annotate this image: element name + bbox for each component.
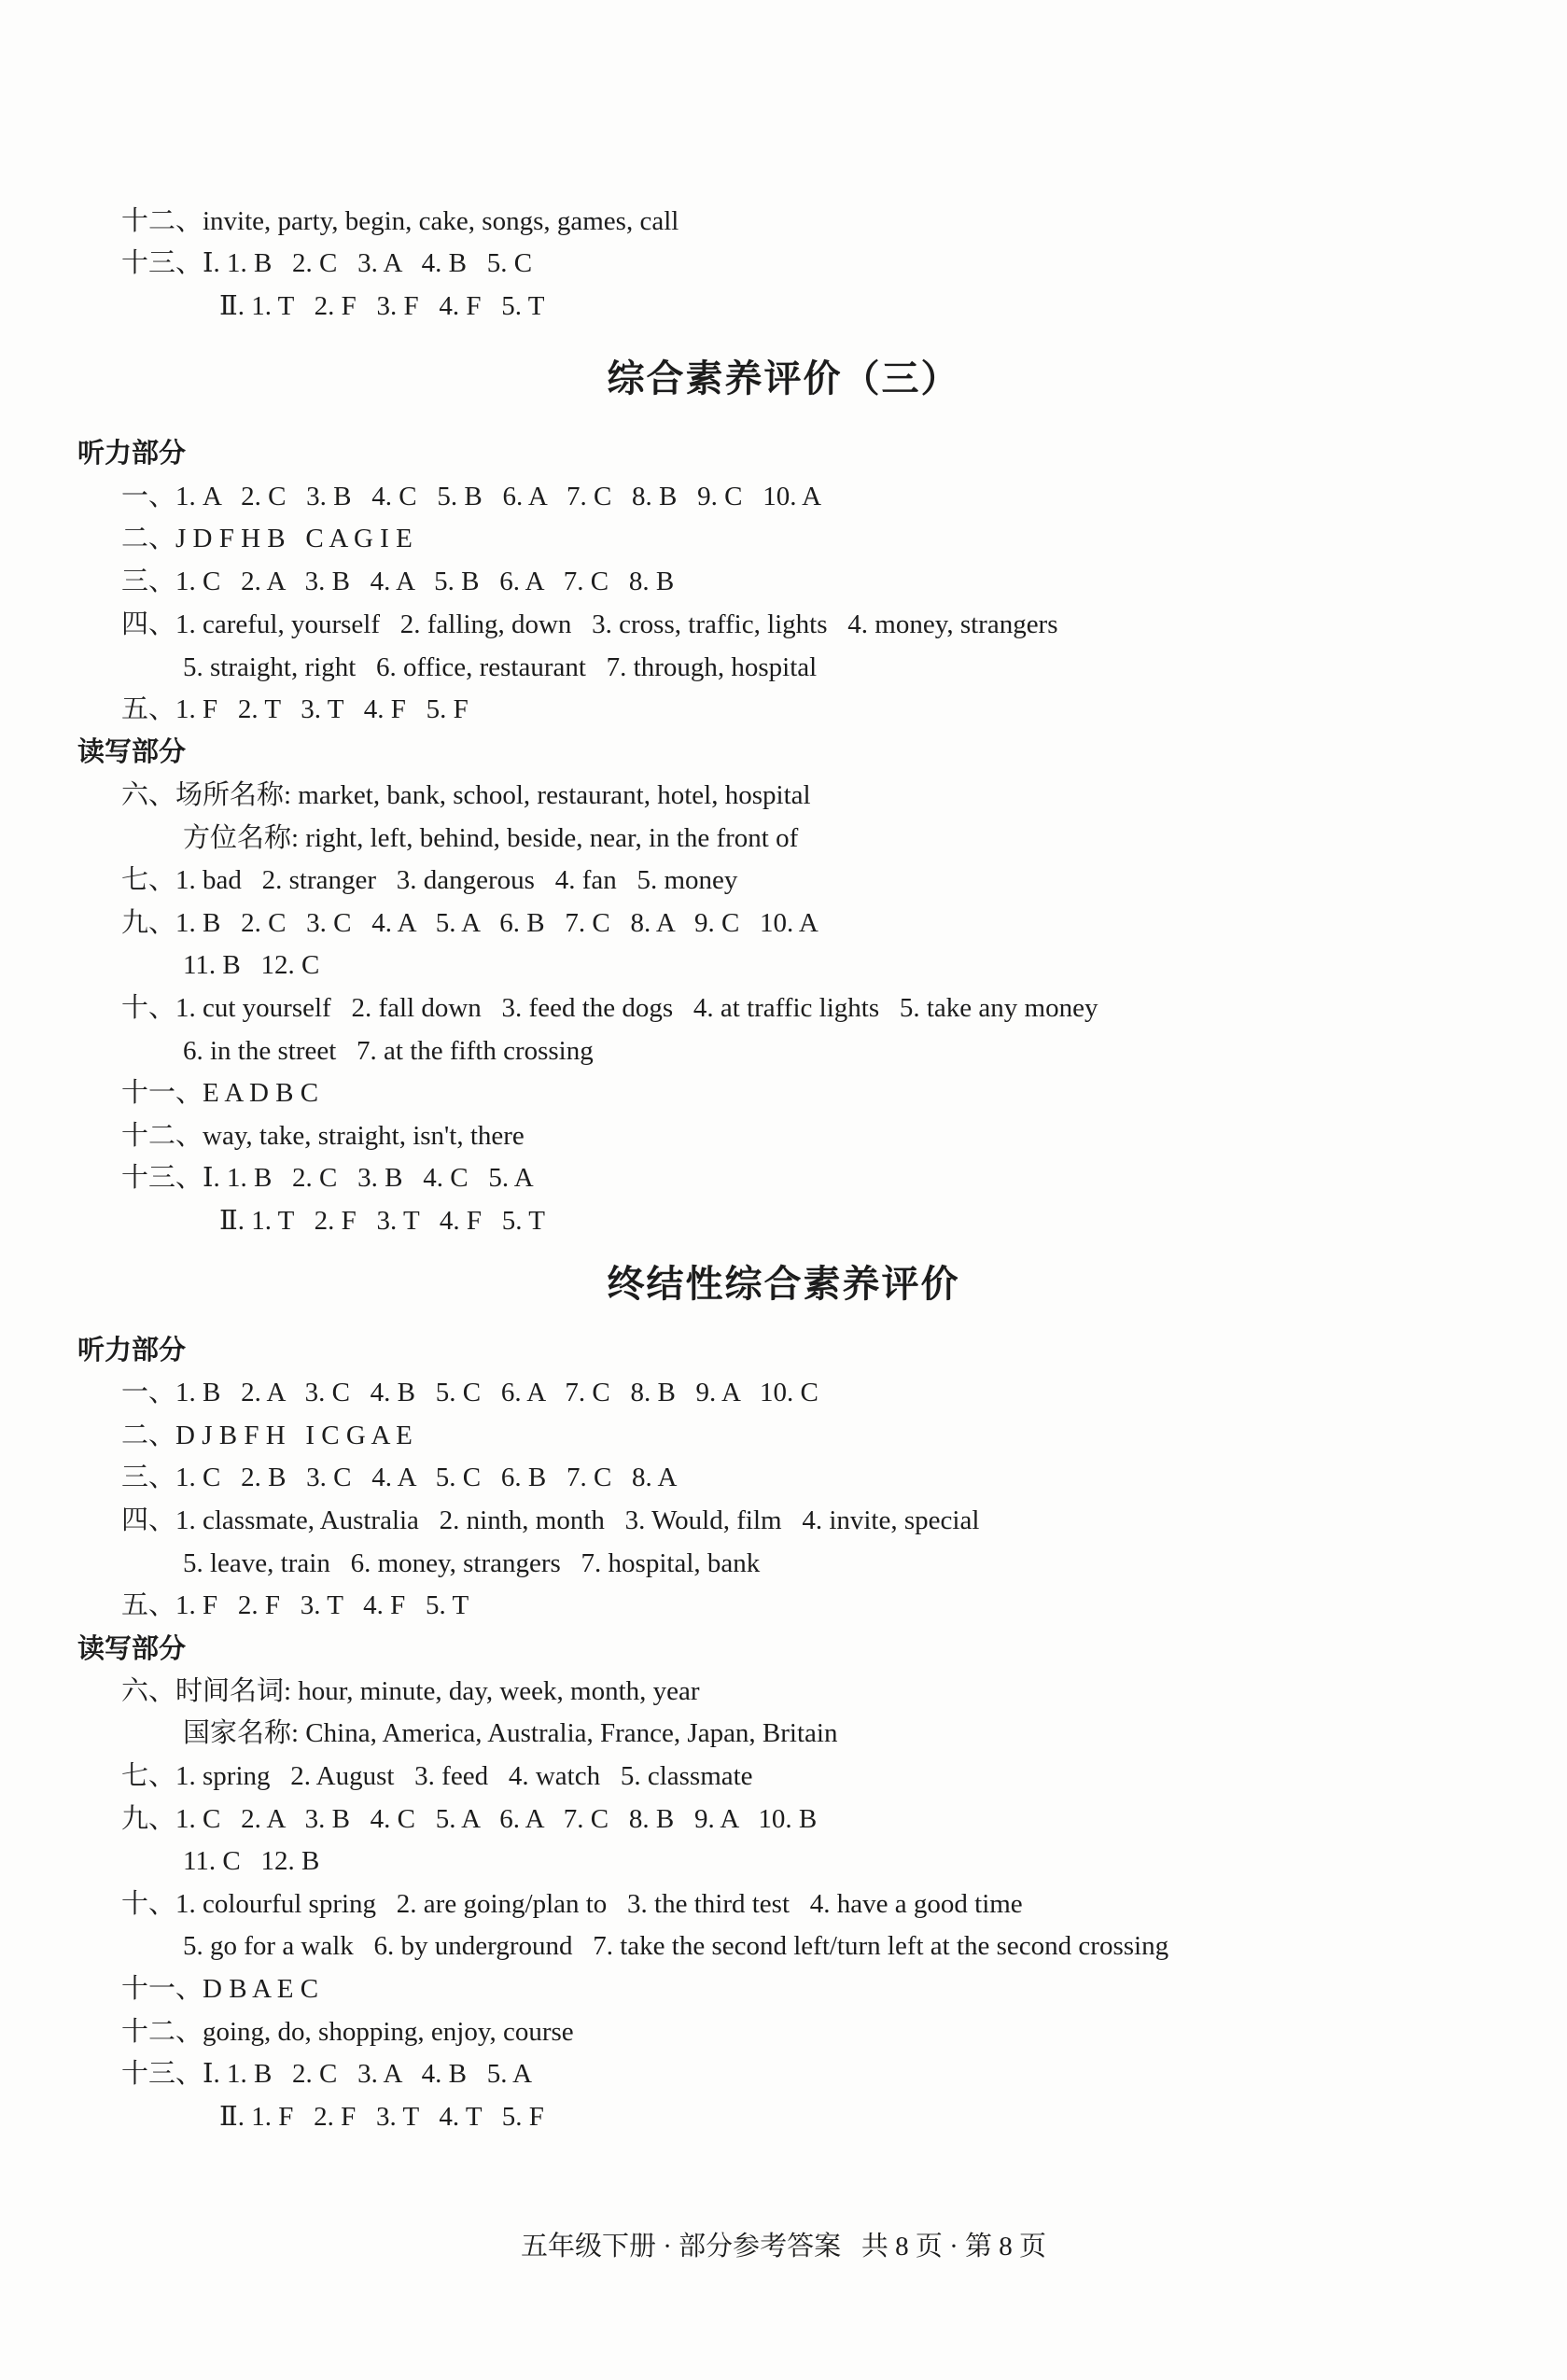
answer-line: 十二、going, do, shopping, enjoy, course <box>121 2017 574 2047</box>
answer-line: Ⅱ. 1. T 2. F 3. T 4. F 5. T <box>219 1206 545 1236</box>
answer-line: 四、1. classmate, Australia 2. ninth, month 3. Would, film 4. invite, special <box>121 1505 980 1535</box>
section-title: 终结性综合素养评价 <box>607 1263 960 1306</box>
answer-line: 十三、Ⅰ. 1. B 2. C 3. A 4. B 5. C <box>121 248 533 278</box>
answer-line: 6. in the street 7. at the fifth crossing <box>183 1036 594 1066</box>
section-title: 综合素养评价（三） <box>607 357 960 400</box>
answer-line: 十一、D B A E C <box>121 1974 319 2004</box>
answer-line: 九、1. B 2. C 3. C 4. A 5. A 6. B 7. C 8. A 9. C 10. A <box>121 908 818 938</box>
answer-line: 5. leave, train 6. money, strangers 7. hospital, bank <box>183 1548 761 1578</box>
answer-line: 一、1. B 2. A 3. C 4. B 5. C 6. A 7. C 8. B 9. A 10. C <box>121 1378 818 1407</box>
answer-line: 十、1. cut yourself 2. fall down 3. feed the dogs 4. at traffic lights 5. take any money <box>121 993 1098 1023</box>
answer-line: Ⅱ. 1. T 2. F 3. F 4. F 5. T <box>219 291 545 321</box>
answer-line: 三、1. C 2. B 3. C 4. A 5. C 6. B 7. C 8. A <box>121 1463 678 1492</box>
answer-line: 七、1. spring 2. August 3. feed 4. watch 5. classmate <box>121 1761 753 1791</box>
answer-line: 十、1. colourful spring 2. are going/plan to 3. the third test 4. have a good time <box>121 1889 1023 1919</box>
answer-line: 九、1. C 2. A 3. B 4. C 5. A 6. A 7. C 8. B 9. A 10. B <box>121 1804 818 1834</box>
answer-line: 五、1. F 2. F 3. T 4. F 5. T <box>121 1590 469 1620</box>
answer-line: Ⅱ. 1. F 2. F 3. T 4. T 5. F <box>219 2102 544 2132</box>
answer-line: 11. C 12. B <box>183 1846 320 1876</box>
answer-line: 四、1. careful, yourself 2. falling, down 3. cross, traffic, lights 4. money, strangers <box>121 609 1058 639</box>
answer-line: 十一、E A D B C <box>121 1078 319 1108</box>
answer-line: 一、1. A 2. C 3. B 4. C 5. B 6. A 7. C 8. B 9. C 10. A <box>121 482 822 511</box>
answer-line: 十二、way, take, straight, isn't, there <box>121 1121 525 1151</box>
listening-heading: 听力部分 <box>77 1334 187 1365</box>
answer-line: 七、1. bad 2. stranger 3. dangerous 4. fan 5. money <box>121 865 738 895</box>
answer-line: 5. go for a walk 6. by underground 7. take the second left/turn left at the second crossing <box>183 1931 1169 1961</box>
answer-line: 5. straight, right 6. office, restaurant 7. through, hospital <box>183 652 818 682</box>
answer-line: 六、时间名词: hour, minute, day, week, month, year <box>121 1676 700 1706</box>
answer-line: 11. B 12. C <box>183 950 320 980</box>
answer-line: 三、1. C 2. A 3. B 4. A 5. B 6. A 7. C 8. B <box>121 567 675 596</box>
readwrite-heading: 读写部分 <box>77 1632 187 1664</box>
answer-line: 十三、Ⅰ. 1. B 2. C 3. B 4. C 5. A <box>121 1163 534 1193</box>
readwrite-heading: 读写部分 <box>77 735 187 767</box>
listening-heading: 听力部分 <box>77 437 187 469</box>
answer-line: 方位名称: right, left, behind, beside, near, in the front of <box>183 823 799 853</box>
answer-line: 二、D J B F H I C G A E <box>121 1421 413 1450</box>
answer-line: 十三、Ⅰ. 1. B 2. C 3. A 4. B 5. A <box>121 2059 533 2089</box>
page-footer: 五年级下册 · 部分参考答案 共 8 页 · 第 8 页 <box>520 2232 1047 2261</box>
answer-line: 六、场所名称: market, bank, school, restaurant, hotel, hospital <box>121 780 811 810</box>
answer-line: 五、1. F 2. T 3. T 4. F 5. F <box>121 694 469 724</box>
answer-line: 十二、invite, party, begin, cake, songs, games, call <box>121 206 679 236</box>
answer-line: 二、J D F H B C A G I E <box>121 524 413 553</box>
answer-line: 国家名称: China, America, Australia, France, Japan, Britain <box>183 1718 838 1748</box>
